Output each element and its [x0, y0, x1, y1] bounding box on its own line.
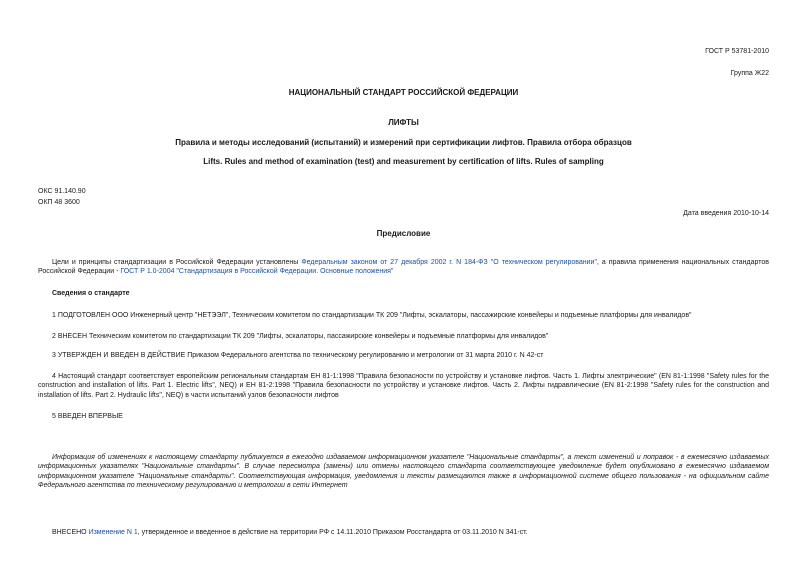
amendments-notice: Информация об изменениях к настоящему стандарту публикуется в ежегодно издаваемом информационном указателе "Национальные стандарты", а текст изменений и поправок - в ежемесячно издаваемых информационных указателях "Национальные стандарты". В случае пересмотра (замены) или отмены настоящего стандарта соответствующее уведомление будет опубликовано в ежемесячно издаваемом информационном указателе "Национальные стандарты". Соответствующая информация, уведомления и тексты размещаются также в информационной системе общего пользования - на официальном сайте Федерального агентства по техническому регулированию и метрологии в сети Интернет [38, 454, 769, 490]
info-item-2: 2 ВНЕСЕН Техническим комитетом по стандартизации ТК 209 "Лифты, эскалаторы, пассажирские конвейеры и подъемные платформы для инвалидов" [52, 333, 549, 340]
standard-info-heading: Сведения о стандарте [52, 290, 130, 297]
preface-intro [38, 258, 769, 277]
preface-heading: Предисловие [376, 229, 431, 238]
amendment-text-start: ВНЕСЕНО [52, 529, 89, 536]
intro-text-start: Цели и принципы стандартизации в Российской Федерации установлены [52, 259, 302, 266]
intro-date: Дата введения 2010-10-14 [683, 210, 769, 217]
group-label: Группа Ж22 [730, 70, 769, 77]
intro-text-middle: , а правила применения национальных стандартов Российской Федерации - [38, 259, 769, 276]
amendment-text-end: , утвержденное и введенное в действие на территории РФ с 14.11.2010 Приказом Росстандарта от 03.11.2010 N 341-ст. [137, 529, 528, 536]
gost-number: ГОСТ Р 53781-2010 [705, 48, 769, 55]
ru-title: Правила и методы исследований (испытаний) и измерений при сертификации лифтов. Правила отбора образцов [175, 138, 632, 147]
federal-law-link[interactable]: Федеральным законом от 27 декабря 2002 г. N 184-ФЗ "О техническом регулировании" [301, 259, 597, 266]
gost-1-0-link[interactable]: ГОСТ Р 1.0-2004 "Стандартизация в Российской Федерации. Основные положения" [120, 268, 394, 276]
info-item-4: 4 Настоящий стандарт соответствует европейским региональным стандартам ЕН 81-1:1998 "Правила безопасности по устройству и установке лифтов. Часть 1. Лифты электрические" (EN 81-1:1998 "Safety rules for the construction and installation of lifts. Part 1. Electric lifts", NEQ) и ЕН 81-2:1998 "Правила безопасности по устройству и установке лифтов. Часть 2. Лифты гидравлические (EN 81-2:1998 "Safety rules for the construction and installation of lifts. Part 2. Hydraulic lifts", NEQ) в части испытаний узлов безопасности лифтов [38, 373, 769, 399]
info-item-3: 3 УТВЕРЖДЕН И ВВЕДЕН В ДЕЙСТВИЕ Приказом Федерального агентства по техническому регулированию и метрологии от 31 марта 2010 г. N 42-ст [52, 352, 544, 359]
info-item-5: 5 ВВЕДЕН ВПЕРВЫЕ [52, 413, 123, 420]
amendment-1-link[interactable]: Изменение N 1 [88, 529, 138, 536]
subject-title: ЛИФТЫ [388, 118, 419, 127]
amendment-note [38, 528, 769, 537]
oks-code: ОКС 91.140.90 [38, 188, 86, 195]
en-title: Lifts. Rules and method of examination (test) and measurement by certification of lifts. Rules of sampling [203, 157, 604, 166]
national-standard-title: НАЦИОНАЛЬНЫЙ СТАНДАРТ РОССИЙСКОЙ ФЕДЕРАЦИИ [288, 88, 519, 97]
okp-code: ОКП 48 3600 [38, 199, 80, 206]
info-item-1: 1 ПОДГОТОВЛЕН ООО Инженерный центр "НЕТЭЭЛ", Техническим комитетом по стандартизации ТК 209 "Лифты, эскалаторы, пассажирские конвейеры и подъемные платформы для инвалидов" [52, 312, 692, 319]
